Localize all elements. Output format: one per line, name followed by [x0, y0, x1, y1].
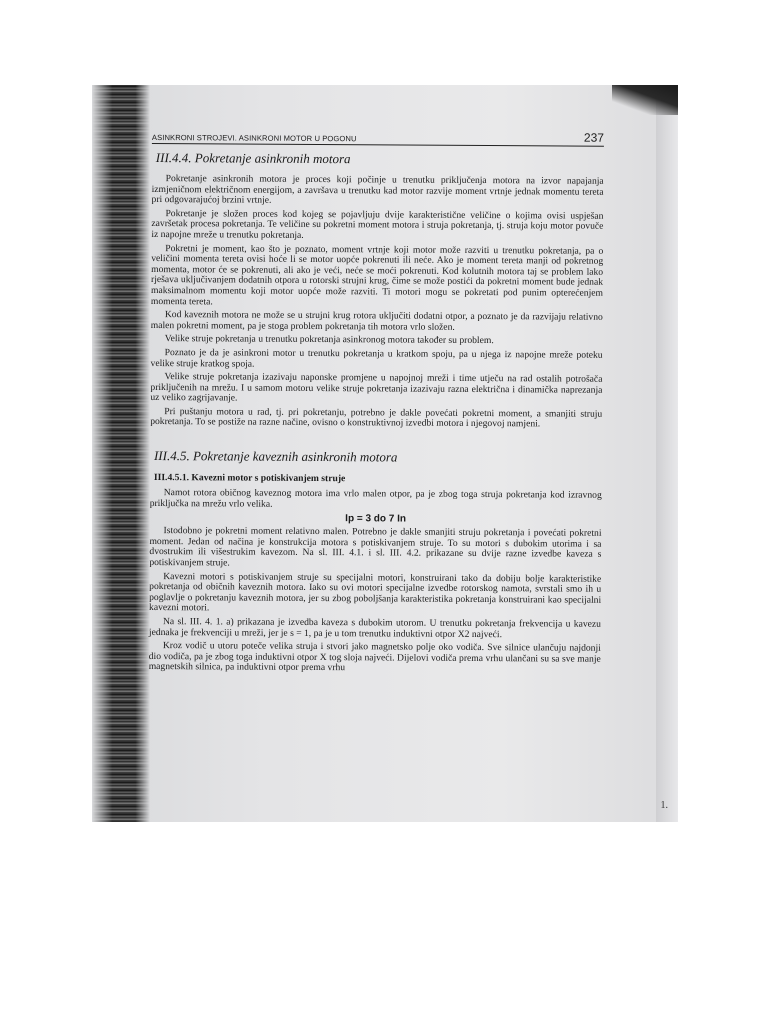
running-header — [152, 128, 604, 147]
paragraph: Namot rotora običnog kaveznog motora ima vrlo malen otpor, pa je zbog toga struja pokretanja kod izravnog priključka na mrežu vrlo velika. — [149, 487, 602, 510]
paragraph: Kavezni motori s potiskivanjem struje su specijalni motori, konstruirani tako da dobiju bolje karakteristike pokretanja od običnih kaveznih motora. Iako su ovi motori specijalne izvedbe rotorskog namota, svrstali smo ih u poglavlje o pokretanju kaveznih motora, jer su zbog poboljšanja karakteristika pokretanja konstruirani kao specijalni kavezni motori. — [149, 570, 602, 614]
paragraph: Na sl. III. 4. 1. a) prikazana je izvedba kaveza s dubokim utorom. U trenutku pokretanja frekvencija u kavezu jednaka je frekvenciji u mreži, jer je s = 1, pa je u tom trenutku induktivni otpor X2 najveći. — [148, 616, 602, 640]
scan-binding-shadow — [92, 85, 150, 822]
paragraph: Pokretni je moment, kao što je poznato, moment vrtnje koji motor može razviti u trenutku pokretanja, pa o veličini momenta tereta ovisi hoće li se motor uopće pokrenuti ili neće. Ako je moment tereta manji od pokretnog momenta, motor će se pokrenuti, ali ako je veći, neće se moći pokrenuti. Kod kolutnih motora taj se problem lako rješava uključivanjem dodatnih otpora u rotorski strujni krug, čime se može postići da pokretni moment bude jednak maksimalnom momentu koji motor uopće može razviti. Ti motori mogu se pokretati pod punim opterećenjem momenta tereta. — [150, 242, 604, 307]
paragraph: Istodobno je pokretni moment relativno malen. Potrebno je dakle smanjiti struju pokretanja i povećati pokretni moment. Jedan od načina je konstrukcija motora s potiskivanjem struje. To su motori s dubokim utorima i sa dvostrukim ili višestrukim kavezom. Na sl. III. 4.1. i sl. III. 4.2. prikazane su dvije razne izvedbe kaveza s potiskivanjem struje. — [149, 525, 602, 569]
paragraph: Pri puštanju motora u rad, tj. pri pokretanju, potrebno je dakle povećati pokretni moment, a smanjiti struju pokretanja. To se postiže na razne načine, ovisno o konstruktivnoj izvedbi motora i njegovoj namjeni. — [150, 405, 603, 430]
paragraph: Pokretanje je složen proces kod kojeg se pojavljuju dvije karakteristične veličine o kojima ovisi uspješan završetak procesa pokretanja. Te veličine su pokretni moment motora i struja pokretanja, tj. struja koju motor povuče iz napojne mreže u trenutku pokretanja. — [151, 207, 604, 241]
margin-mark: 1. — [660, 800, 668, 811]
section-title-1: III.4.4. Pokretanje asinkronih motora — [155, 150, 351, 167]
scan-page-edge — [656, 95, 678, 822]
paragraph: Kroz vodič u utoru poteče velika struja i stvori jako magnetsko polje oko vodiča. Sve silnice ulančuju najdonji dio vodiča, pa je zbog toga induktivni otpor X tog sloja najveći. Dijelovi vodiča prema vrhu ulančani su sa sve manje magnetskih silnica, pa induktivni otpor prema vrhu — [148, 640, 601, 674]
running-title: ASINKRONI STROJEVI. ASINKRONI MOTOR U POGONU — [151, 132, 357, 144]
scan-corner-shadow — [612, 85, 678, 115]
formula: Ip = 3 do 7 In — [345, 513, 407, 525]
paragraph: Kod kaveznih motora ne može se u strujni krug rotora uključiti dodatni otpor, a poznato je da razvijaju relativno malen pokretni moment, pa je stoga problem pokretanja tih motora vrlo složen. — [150, 309, 603, 333]
paragraph: Poznato je da je asinkroni motor u trenutku pokretanja u kratkom spoju, pa u njega iz napojne mreže poteku velike struje kratkog spoja. — [150, 346, 603, 370]
section-title-2: III.4.5. Pokretanje kaveznih asinkronih motora — [153, 448, 398, 465]
book-page — [149, 128, 604, 679]
page-number: 237 — [583, 130, 604, 145]
paragraph: Pokretanje asinkronih motora je proces koji počinje u trenutku priključenja motora na izvor napajanja izmjeničnom električnom energijom, a završava u trenutku kad motor razvije moment vrtnje jednak momentu tereta pri odgovarajućoj brzini vrtnje. — [151, 173, 604, 206]
paragraph: Velike struje pokretanja u trenutku pokretanja asinkronog motora također su problem. — [164, 333, 494, 347]
paragraph: Velike struje pokretanja izazivaju naponske promjene u napojnoj mreži i time utječu na rad ostalih potrošača priključenih na mrežu. I u samom motoru velike struje pokretanja izazivaju razna električna i dinamička naprezanja uz veliko zagrijavanje. — [150, 371, 603, 404]
subsection-title: III.4.5.1. Kavezni motor s potiskivanjem struje — [153, 472, 346, 485]
